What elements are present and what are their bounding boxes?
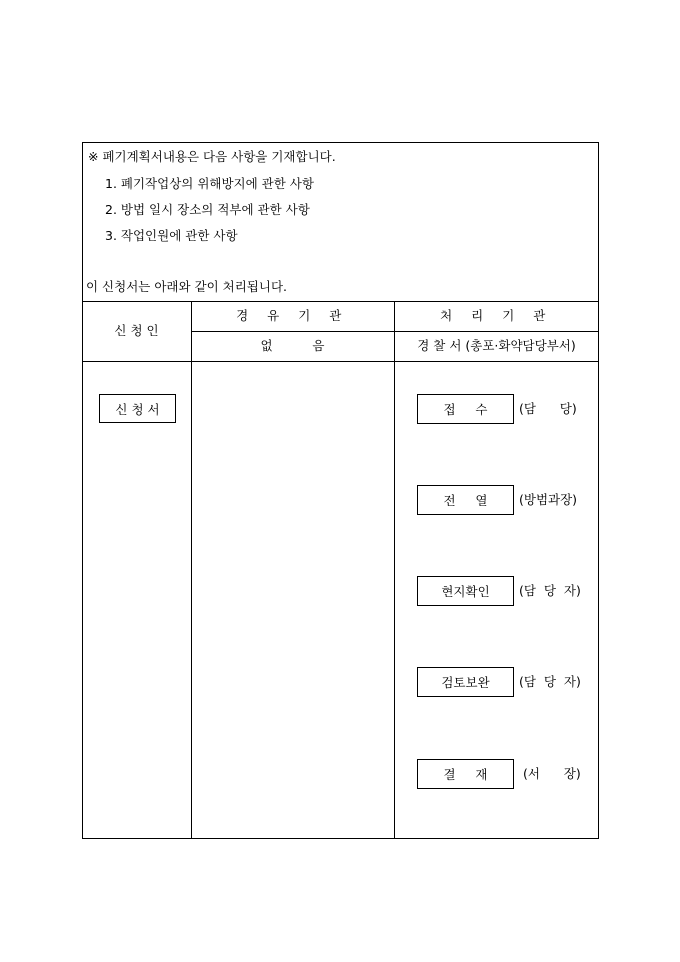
note-item-2: 2. 방법 일시 장소의 적부에 관한 사항	[105, 202, 310, 217]
col-divider-1	[191, 301, 192, 839]
col-processing-value: 경 찰 서 (총포·화약담당부서)	[417, 338, 576, 353]
note-item-1: 1. 폐기작업상의 위해방지에 관한 사항	[105, 176, 314, 191]
step-site-check-box: 현지확인	[417, 576, 514, 606]
step-review-role: (방범과장)	[519, 492, 578, 507]
form-frame	[82, 142, 599, 839]
applicant-form-box: 신 청 서	[99, 394, 176, 423]
table-header-bottom-line	[82, 361, 599, 362]
col-applicant-header: 신 청 인	[114, 323, 159, 338]
table-mid-line	[191, 331, 599, 332]
col-via-value: 없 음	[260, 338, 325, 353]
col-via-header: 경 유 기 관	[236, 308, 349, 323]
notes-header: ※ 폐기계획서내용은 다음 사항을 기재합니다.	[88, 149, 336, 164]
step-supplement-role: (담 당 자)	[519, 674, 581, 689]
col-processing-header: 처 리 기 관	[440, 308, 553, 323]
table-top-line	[82, 301, 599, 302]
step-receipt-box: 접 수	[417, 394, 514, 424]
col-divider-2	[394, 301, 395, 839]
note-item-3: 3. 작업인원에 관한 사항	[105, 228, 238, 243]
step-site-check-role: (담 당 자)	[519, 583, 581, 598]
step-review-box: 전 열	[417, 485, 514, 515]
processing-note: 이 신청서는 아래와 같이 처리됩니다.	[86, 279, 287, 294]
step-approval-box: 결 재	[417, 759, 514, 789]
step-receipt-role: (담 당)	[519, 401, 577, 416]
step-supplement-box: 검토보완	[417, 667, 514, 697]
step-approval-role: (서 장)	[523, 766, 581, 781]
